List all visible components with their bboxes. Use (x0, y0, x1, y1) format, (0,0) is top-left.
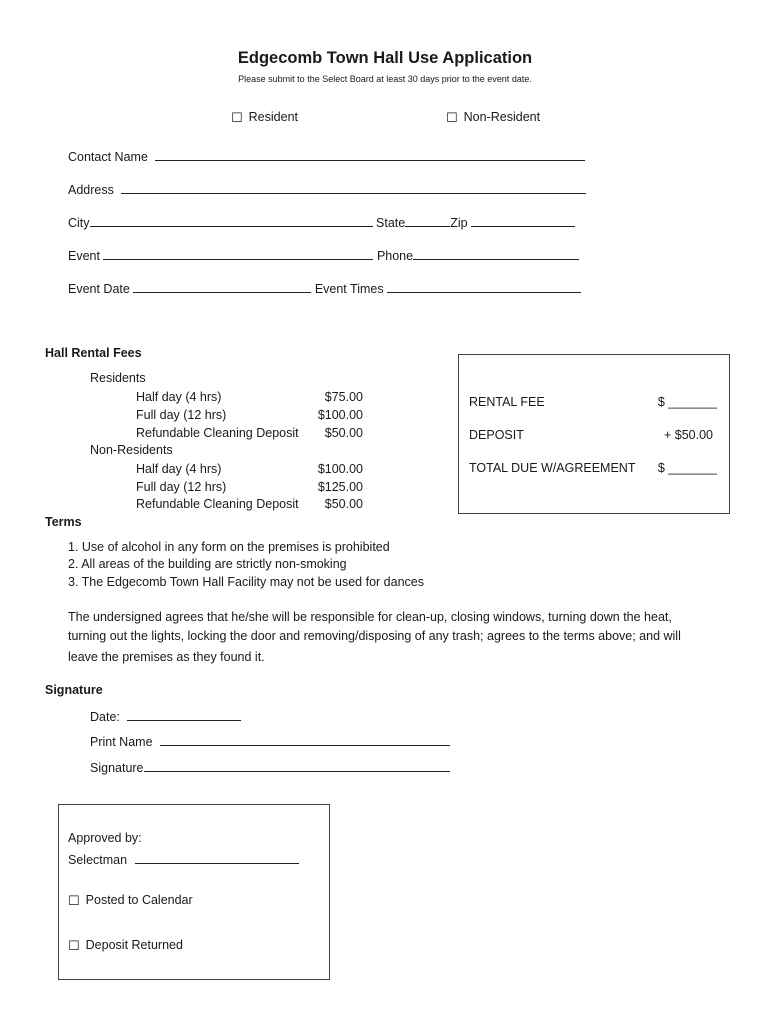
contact-name-row (68, 148, 585, 164)
address-label: Address (68, 183, 114, 197)
terms-heading: Terms (45, 515, 82, 529)
selectman-row (68, 851, 299, 867)
event-label: Event (68, 249, 100, 263)
signature-heading: Signature (45, 683, 103, 697)
print-name-label: Print Name (90, 735, 153, 749)
contact-name-field[interactable] (155, 148, 585, 161)
posted-to-calendar-label: Posted to Calendar (85, 893, 193, 907)
fee-label: Full day (12 hrs) (136, 408, 227, 422)
fee-amount: $50.00 (324, 497, 363, 511)
deposit-label: DEPOSIT (469, 428, 524, 442)
agreement-line: The undersigned agrees that he/she will be responsible for clean-up, closing windows, turning down the heat, (68, 610, 672, 624)
address-row (68, 181, 586, 197)
resident-label: Resident (248, 110, 298, 124)
city-label: City (68, 216, 90, 230)
fee-label: Half day (4 hrs) (136, 390, 222, 404)
contact-name-label: Contact Name (68, 150, 148, 164)
fee-label: Refundable Cleaning Deposit (136, 497, 299, 511)
state-label: State (376, 216, 406, 230)
event-field[interactable] (103, 247, 373, 260)
fee-amount: $100.00 (317, 408, 363, 422)
event-times-label: Event Times (314, 282, 384, 296)
event-date-field[interactable] (133, 280, 311, 293)
fee-label: Refundable Cleaning Deposit (136, 426, 299, 440)
signature-field[interactable] (144, 759, 450, 772)
non-resident-label: Non-Resident (463, 110, 541, 124)
page-subtitle: Please submit to the Select Board at least 30 days prior to the event date. (238, 74, 532, 84)
checkbox-icon[interactable]: ☐ (68, 938, 80, 953)
fee-amount: $125.00 (317, 480, 363, 494)
event-date-label: Event Date (68, 282, 130, 296)
approval-box (58, 804, 330, 980)
deposit-value: + $50.00 (663, 428, 713, 442)
term-item: 1. Use of alcohol in any form on the premises is prohibited (68, 540, 390, 554)
checkbox-icon[interactable]: ☐ (68, 893, 80, 908)
agreement-line: leave the premises as they found it. (68, 650, 265, 664)
fee-amount: $100.00 (317, 462, 363, 476)
term-item: 3. The Edgecomb Town Hall Facility may not be used for dances (68, 575, 424, 589)
non-residents-label: Non-Residents (90, 443, 173, 457)
deposit-returned-label: Deposit Returned (85, 938, 183, 952)
fee-label: Full day (12 hrs) (136, 480, 227, 494)
total-due-value[interactable]: $ _______ (657, 461, 717, 475)
city-field[interactable] (90, 214, 373, 227)
term-item: 2. All areas of the building are strictly non-smoking (68, 557, 347, 571)
selectman-label: Selectman (68, 853, 128, 867)
fees-heading: Hall Rental Fees (45, 346, 142, 360)
rental-fee-label: RENTAL FEE (469, 395, 545, 409)
total-due-label: TOTAL DUE W/AGREEMENT (469, 461, 636, 475)
rental-fee-value[interactable]: $ _______ (657, 395, 717, 409)
resident-option[interactable] (231, 110, 298, 126)
city-state-zip-row (68, 214, 575, 230)
state-field[interactable] (405, 214, 450, 227)
signature-label: Signature (90, 761, 144, 775)
event-date-times-row (68, 280, 581, 296)
phone-label: Phone (376, 249, 414, 263)
non-resident-option[interactable] (446, 110, 540, 126)
checkbox-icon[interactable]: ☐ (231, 110, 243, 125)
residents-label: Residents (90, 371, 146, 385)
zip-label: Zip (450, 216, 468, 230)
posted-to-calendar-option[interactable] (68, 893, 193, 909)
fee-summary-box (458, 354, 730, 514)
address-field[interactable] (121, 181, 586, 194)
zip-field[interactable] (471, 214, 575, 227)
fee-amount: $50.00 (324, 426, 363, 440)
fee-label: Half day (4 hrs) (136, 462, 222, 476)
signature-row (90, 759, 450, 775)
checkbox-icon[interactable]: ☐ (446, 110, 458, 125)
agreement-line: turning out the lights, locking the door and removing/disposing of any trash; agrees to the terms above; and will (68, 629, 681, 643)
date-row (90, 708, 241, 724)
print-name-field[interactable] (160, 733, 450, 746)
phone-field[interactable] (413, 247, 579, 260)
date-label: Date: (90, 710, 120, 724)
deposit-returned-option[interactable] (68, 938, 183, 954)
approved-by-label: Approved by: (68, 831, 142, 845)
event-times-field[interactable] (387, 280, 581, 293)
event-phone-row (68, 247, 579, 263)
selectman-field[interactable] (135, 851, 299, 864)
date-field[interactable] (127, 708, 241, 721)
page-title: Edgecomb Town Hall Use Application (237, 49, 533, 67)
print-name-row (90, 733, 450, 749)
fee-amount: $75.00 (324, 390, 363, 404)
